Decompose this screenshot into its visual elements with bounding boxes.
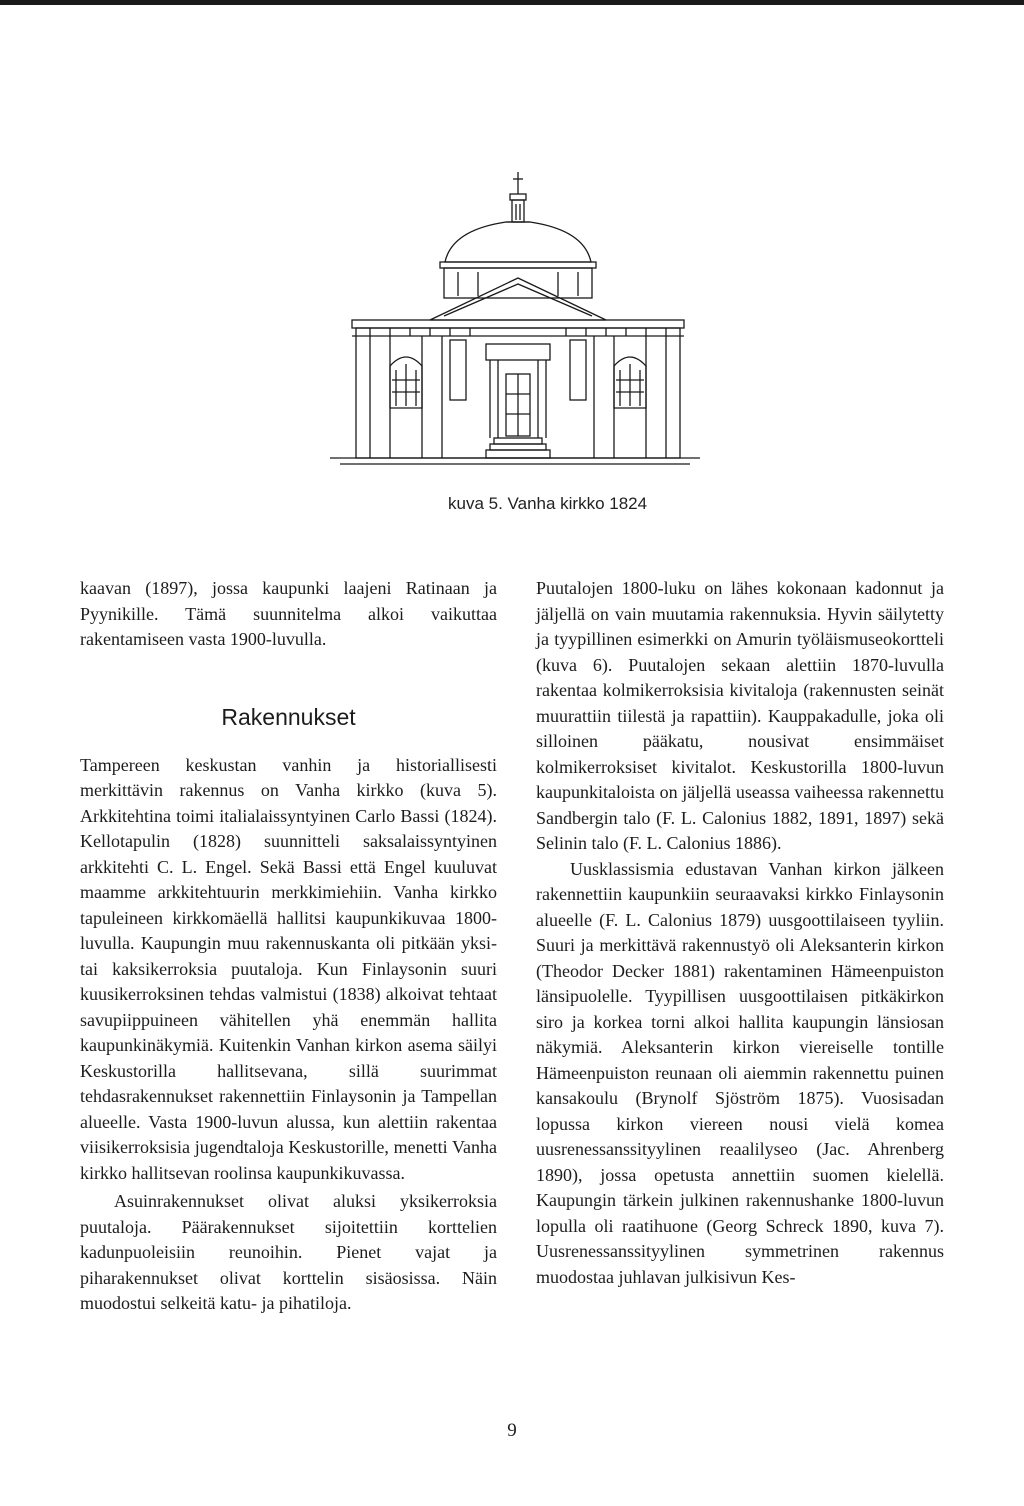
right-paragraph-2: Uusklassismia edustavan Vanhan kirkon jälkeen rakennettiin kaupunkiin seuraavaksi kirkko Finlaysonin alueelle (F. L. Calonius 1879) uusgoottilaiseen tyyliin. Suuri ja merkittävä rakennustyö oli Aleksanterin kirkon (Theodor Decker 1881) rakentaminen Hämeenpuiston länsipuolelle. Tyypillisen uusgoottilaisen pitkäkirkon siro ja korkea torni alkoi hallita kaupungin länsiosan näkymiä. Aleksanterin kirkon viereiselle tontille Hämeenpuiston reunaan oli aiemmin rakennettu puinen kansakoulu (Brynolf Sjöström 1875). Vuosisadan lopussa kirkon viereen nousi vielä komea uusrenessanssityylinen reaalilyseo (Jac. Ahrenberg 1890), jossa opetusta annettiin suomen kielellä. Kaupungin tärkein julkinen rakennushanke 1800-luvun lopulla oli raatihuone (Georg Schreck 1890, kuva 7). Uusrenessanssityylinen symmetrinen rakennus muodostaa juhlavan julkisivun Kes-	[536, 858, 944, 1287]
left-paragraph-3: Asuinrakennukset olivat aluksi yksikerroksia puutaloja. Päärakennukset sijoitettiin korttelien kadunpuoleisiin reunoihin. Pienet vajat ja piharakennukset olivat korttelin sisäosissa. Näin muodostui selkeitä katu- ja pihatiloja.	[80, 1191, 497, 1313]
figure-caption: kuva 5. Vanha kirkko 1824	[448, 494, 648, 513]
right-paragraph-1: Puutalojen 1800-luku on lähes kokonaan kadonnut ja jäljellä on vain muutamia rakennuksia. Hyvin säilytetty ja tyypillinen esimerkki on Amurin työläismuseokortteli (kuva 6). Puutalojen sekaan alettiin 1870-luvulla rakentaa kolmikerroksisia kivitaloja (rakennusten seinät muurattiin tiilestä ja rapattiin). Kauppakadulle, joka oli silloinen pääkatu, nousivat ensimmäiset kolmikerroksiset kivitalot. Keskustorilla 1800-luvun kaupunkitaloista on jäljellä useassa vaiheessa rakennettu Sandbergin talo (F. L. Calonius 1882, 1891, 1897) sekä Selinin talo (F. L. Calonius 1886).	[536, 578, 944, 853]
left-paragraph-1: kaavan (1897), jossa kaupunki laajeni Ratinaan ja Pyynikille. Tämä suunnitelma alkoi vaikuttaa rakentamiseen vasta 1900-luvulla.	[80, 578, 497, 649]
top-border-rule	[0, 0, 1024, 5]
right-text-column	[536, 576, 944, 1290]
church-elevation-drawing	[330, 160, 700, 500]
page-number: 9	[507, 1420, 517, 1441]
left-paragraph-2: Tampereen keskustan vanhin ja historiallisesti merkittävin rakennus on Vanha kirkko (kuva 5). Arkkitehtina toimi italialaissyntyinen Carlo Bassi (1824). Kellotapulin (1828) suunnitteli saksalaissyntyinen arkkitehti C. L. Engel. Sekä Bassi että Engel kuuluvat maamme arkkitehtuurin merkkimiehiin. Vanha kirkko tapuleineen kirkkomäellä hallitsi kaupunkikuvaa 1800-luvulla. Kaupungin muu rakennuskanta oli pitkään yksi- tai kaksikerroksia puutaloja. Kun Finlaysonin suuri kuusikerroksinen tehdas valmistui (1838) alkoivat tehtaat savupiippuineen vähitellen yhä enemmän hallita kaupunkinäkymiä. Kuitenkin Vanhan kirkon asema säilyi Keskustorilla hallitsevana, sillä suurimmat tehdasrakennukset rakennettiin Finlaysonin ja Tampellan alueelle. Vasta 1900-luvun alussa, kun alettiin rakentaa viisikerroksisia jugendtaloja Keskustorille, menetti Vanha kirkko hallitsevan roolinsa kaupunkikuvassa.	[80, 754, 497, 1183]
section-heading-rakennukset: Rakennukset	[221, 703, 356, 730]
left-text-column	[80, 576, 497, 1317]
